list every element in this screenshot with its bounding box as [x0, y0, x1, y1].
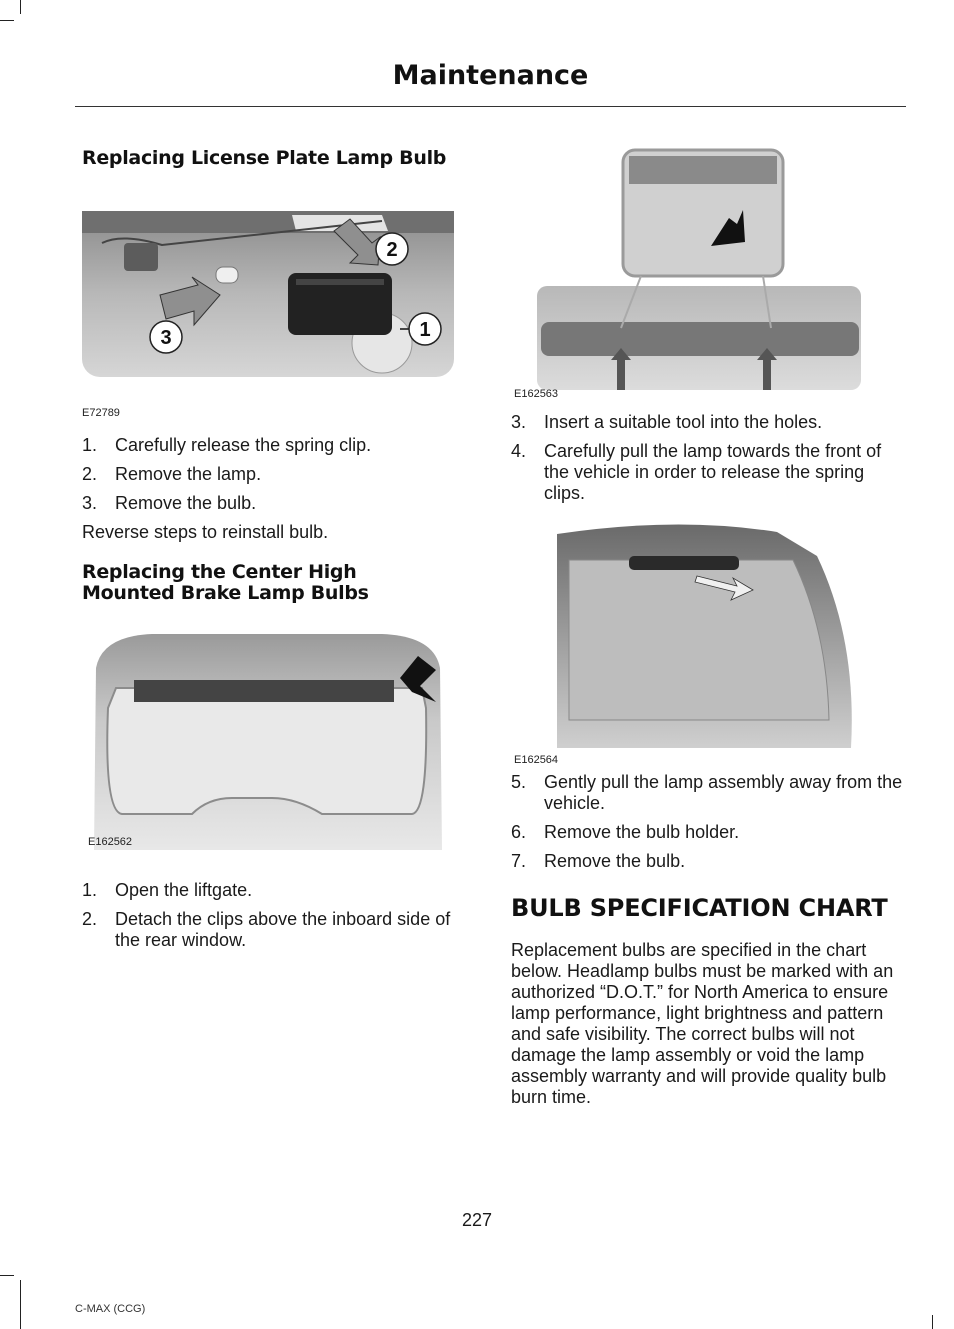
brake-lamp-clip-illustration: [511, 146, 871, 392]
liftgate-figure: [82, 628, 472, 858]
chmsl-steps: [82, 880, 472, 951]
crop-mark: [20, 0, 21, 14]
bulb-spec-chart-title: BULB SPECIFICATION CHART: [511, 894, 888, 922]
reverse-steps-note: Reverse steps to reinstall bulb.: [82, 522, 329, 542]
list-item: 1. Open the liftgate.: [82, 880, 253, 900]
figure-code: E162564: [514, 754, 559, 766]
crop-mark: [0, 20, 14, 21]
list-item: 2. Detach the clips above the inboard side of the rear window.: [82, 909, 451, 950]
figure-code: E72789: [82, 407, 120, 419]
model-code: C-MAX (CCG): [75, 1303, 146, 1315]
license-plate-lamp-figure: [82, 203, 472, 419]
callout-2: 2: [386, 239, 398, 261]
list-item: 1. Carefully release the spring clip.: [82, 435, 372, 455]
callout-1: 1: [419, 319, 431, 341]
bulb-spec-intro: Replacement bulbs are specified in the chart below. Headlamp bulbs must be marked with an authorized “D.O.T.” for North America to ensure lamp performance, light brightness and pattern and safe visibility. The correct bulbs will not damage the lamp assembly or void the lamp assembly warranty and will provide quality bulb burn time.: [511, 940, 894, 1107]
right-column: [511, 146, 903, 1108]
crop-mark: [20, 1280, 21, 1329]
list-item: 5. Gently pull the lamp assembly away from the vehicle.: [511, 772, 903, 813]
page-header-title: Maintenance: [392, 60, 589, 91]
brake-lamp-clip-figure: [511, 146, 903, 400]
license-plate-section-title: Replacing License Plate Lamp Bulb: [82, 147, 447, 169]
brake-lamp-steps-a: [511, 412, 903, 504]
crop-mark: [0, 1275, 14, 1276]
crop-mark: [932, 1315, 933, 1329]
list-item: 3. Remove the bulb.: [82, 493, 257, 513]
rear-window-lamp-illustration: [557, 520, 901, 752]
header-rule: [75, 106, 906, 107]
brake-lamp-steps-b: [511, 772, 903, 872]
list-item: 3. Insert a suitable tool into the holes.: [511, 412, 823, 432]
list-item: 6. Remove the bulb holder.: [511, 822, 740, 842]
list-item: 4. Carefully pull the lamp towards the front of the vehicle in order to release the spring clips.: [511, 441, 882, 503]
chmsl-section-title: Replacing the Center High Mounted Brake Lamp Bulbs: [82, 561, 369, 604]
list-item: 7. Remove the bulb.: [511, 851, 686, 871]
list-item: 2. Remove the lamp.: [82, 464, 262, 484]
page-number: 227: [461, 1210, 493, 1230]
callout-3: 3: [160, 327, 172, 349]
rear-window-lamp-figure: [511, 520, 903, 766]
license-plate-lamp-illustration: [82, 203, 454, 377]
left-column: [82, 146, 472, 959]
license-plate-steps: [82, 435, 472, 514]
figure-code: E162562: [88, 836, 133, 848]
figure-code: E162563: [514, 388, 559, 400]
liftgate-illustration: [82, 628, 454, 858]
